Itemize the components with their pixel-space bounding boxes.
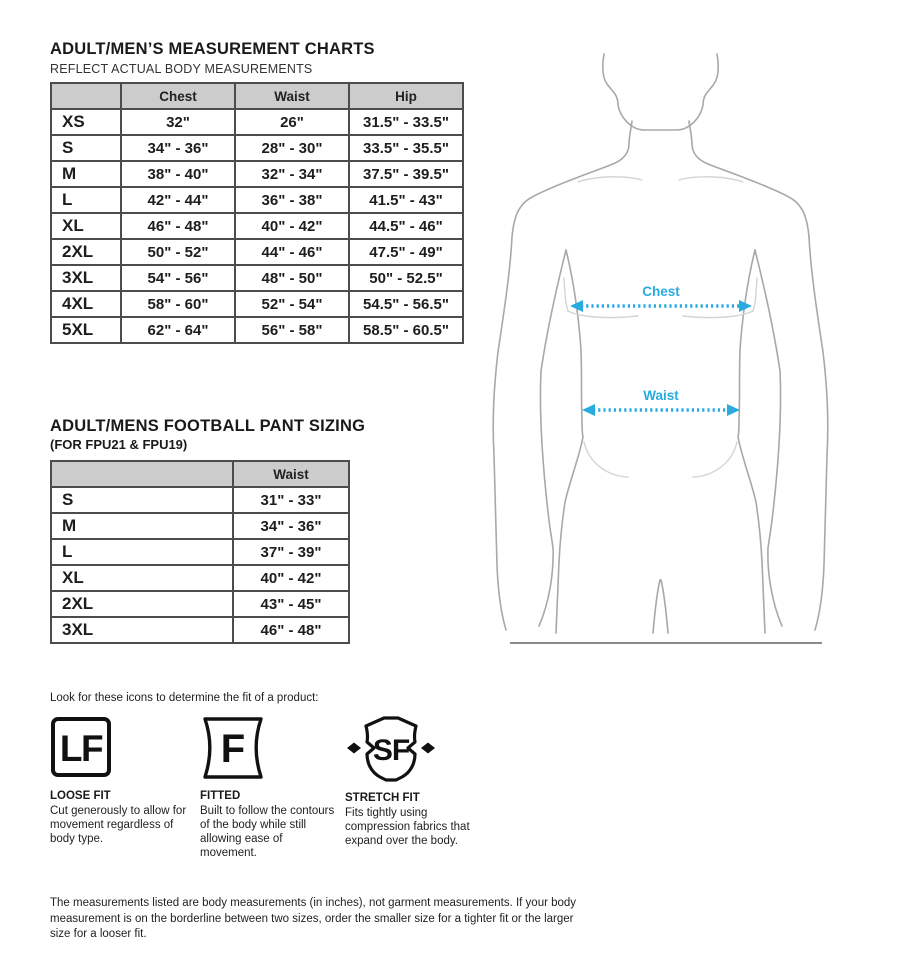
size-cell: M — [51, 513, 233, 539]
size-cell: 3XL — [51, 265, 121, 291]
measurement-table — [50, 82, 464, 344]
waist-cell: 43" - 45" — [233, 591, 349, 617]
table-row — [51, 109, 463, 135]
chest-cell: 34" - 36" — [121, 135, 235, 161]
waist-arrow — [582, 388, 740, 416]
hip-cell: 54.5" - 56.5" — [349, 291, 463, 317]
table-row — [51, 265, 463, 291]
table-row — [51, 565, 349, 591]
left-arm-outer — [493, 237, 512, 630]
column-header-chest: Chest — [121, 83, 235, 109]
table-row — [51, 213, 463, 239]
column-header-waist: Waist — [233, 461, 349, 487]
chest-cell: 46" - 48" — [121, 213, 235, 239]
chest-cell: 62" - 64" — [121, 317, 235, 343]
table-row — [51, 161, 463, 187]
fit-description: Fits tightly using compression fabrics that expand over the body. — [345, 807, 470, 848]
stretch-fit-icon — [345, 716, 437, 782]
fit-item-fitted — [200, 716, 345, 860]
hip-cell: 37.5" - 39.5" — [349, 161, 463, 187]
table-header-row — [51, 83, 463, 109]
size-cell: 3XL — [51, 617, 233, 643]
size-cell: S — [51, 487, 233, 513]
loose-fit-icon — [50, 716, 112, 780]
fitted-icon — [200, 716, 266, 780]
waist-cell: 44" - 46" — [235, 239, 349, 265]
fit-section — [50, 716, 495, 860]
chest-cell: 32" — [121, 109, 235, 135]
chest-cell: 42" - 44" — [121, 187, 235, 213]
table-row — [51, 317, 463, 343]
column-header-hip: Hip — [349, 83, 463, 109]
body-outline — [493, 54, 828, 633]
waist-cell: 36" - 38" — [235, 187, 349, 213]
hip-cell: 33.5" - 35.5" — [349, 135, 463, 161]
waist-arrow-label: Waist — [643, 388, 679, 403]
size-cell: 2XL — [51, 591, 233, 617]
right-diamond — [421, 743, 435, 754]
chest-arrow — [570, 284, 752, 312]
stretch-fit-abbr: SF — [372, 734, 410, 767]
table-row — [51, 513, 349, 539]
waist-cell: 32" - 34" — [235, 161, 349, 187]
waist-cell: 40" - 42" — [235, 213, 349, 239]
chest-cell: 38" - 40" — [121, 161, 235, 187]
hip-cell: 31.5" - 33.5" — [349, 109, 463, 135]
hip-cell: 47.5" - 49" — [349, 239, 463, 265]
left-diamond — [347, 743, 361, 754]
fit-label: LOOSE FIT — [50, 790, 111, 802]
pant-section-title: ADULT/MENS FOOTBALL PANT SIZING — [50, 417, 366, 435]
size-cell: 2XL — [51, 239, 121, 265]
loose-fit-abbr: LF — [59, 728, 103, 769]
table-row — [51, 291, 463, 317]
chest-arrow-label: Chest — [642, 284, 680, 299]
page-subtitle: REFLECT ACTUAL BODY MEASUREMENTS — [50, 62, 313, 76]
fit-description: Built to follow the contours of the body while still allowing ease of movement. — [200, 805, 335, 860]
fit-description: Cut generously to allow for movement regardless of body type. — [50, 805, 187, 846]
table-row — [51, 187, 463, 213]
table-row — [51, 239, 463, 265]
body-diagram — [485, 30, 885, 650]
fitted-abbr: F — [220, 727, 246, 771]
right-neck-shoulder — [689, 121, 809, 237]
waist-cell: 48" - 50" — [235, 265, 349, 291]
table-header-row — [51, 461, 349, 487]
waist-cell: 28" - 30" — [235, 135, 349, 161]
head-outline — [603, 54, 718, 130]
right-arm-inner — [755, 250, 782, 626]
left-arm-inner — [539, 250, 566, 626]
corner-cell — [51, 83, 121, 109]
body-detail-lines — [564, 177, 757, 477]
waist-cell: 34" - 36" — [233, 513, 349, 539]
right-clavicle-line — [679, 177, 743, 182]
size-cell: L — [51, 187, 121, 213]
chest-cell: 54" - 56" — [121, 265, 235, 291]
waist-cell: 56" - 58" — [235, 317, 349, 343]
hip-cell: 58.5" - 60.5" — [349, 317, 463, 343]
pant-sizing-table — [50, 460, 350, 644]
size-cell: S — [51, 135, 121, 161]
chest-cell: 58" - 60" — [121, 291, 235, 317]
table-row — [51, 135, 463, 161]
left-clavicle-line — [578, 177, 642, 182]
column-header-waist: Waist — [235, 83, 349, 109]
table-row — [51, 539, 349, 565]
fit-label: STRETCH FIT — [345, 792, 420, 804]
corner-cell — [51, 461, 233, 487]
fit-item-stretch — [345, 716, 495, 860]
size-cell: 5XL — [51, 317, 121, 343]
right-arrowhead — [727, 404, 740, 416]
fit-item-loose — [50, 716, 200, 860]
footnote: The measurements listed are body measurements (in inches), not garment measurements. If your body measurement is on the borderline between two sizes, order the smaller size for a tighter fit or the larger size for a looser fit. — [50, 897, 577, 941]
left-neck-shoulder — [512, 121, 632, 237]
waist-cell: 40" - 42" — [233, 565, 349, 591]
waist-cell: 46" - 48" — [233, 617, 349, 643]
size-cell: XL — [51, 213, 121, 239]
chest-cell: 50" - 52" — [121, 239, 235, 265]
size-cell: XS — [51, 109, 121, 135]
hip-cell: 44.5" - 46" — [349, 213, 463, 239]
fit-label: FITTED — [200, 790, 241, 802]
table-row — [51, 487, 349, 513]
hip-cell: 41.5" - 43" — [349, 187, 463, 213]
left-hip-line — [584, 442, 628, 477]
pant-section-subtitle: (FOR FPU21 & FPU19) — [50, 437, 188, 452]
table-row — [51, 617, 349, 643]
size-cell: 4XL — [51, 291, 121, 317]
right-arm-outer — [809, 237, 828, 630]
inner-legs — [653, 580, 668, 633]
table-row — [51, 591, 349, 617]
size-cell: L — [51, 539, 233, 565]
hip-cell: 50" - 52.5" — [349, 265, 463, 291]
waist-cell: 26" — [235, 109, 349, 135]
page-title: ADULT/MEN’S MEASUREMENT CHARTS — [50, 40, 375, 58]
waist-cell: 31" - 33" — [233, 487, 349, 513]
left-arrowhead — [582, 404, 595, 416]
size-cell: M — [51, 161, 121, 187]
waist-cell: 37" - 39" — [233, 539, 349, 565]
waist-cell: 52" - 54" — [235, 291, 349, 317]
fit-intro: Look for these icons to determine the fit of a product: — [50, 692, 319, 704]
size-cell: XL — [51, 565, 233, 591]
right-hip-line — [693, 442, 737, 477]
